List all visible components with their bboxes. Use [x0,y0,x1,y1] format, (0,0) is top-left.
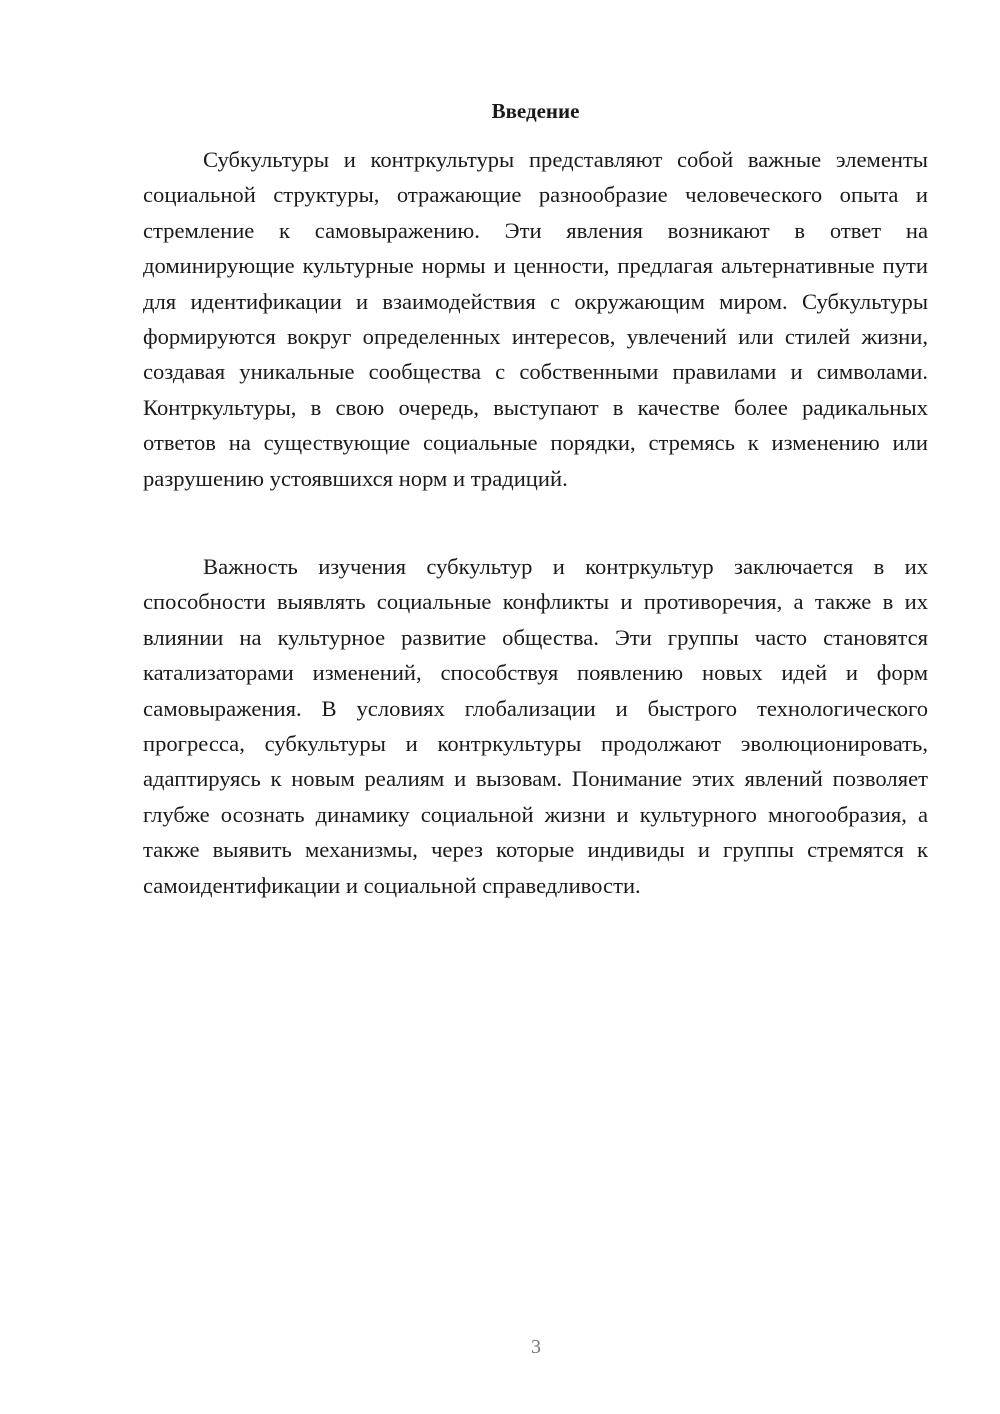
section-heading: Введение [491,99,580,123]
paragraph-1: Субкультуры и контркультуры представляют собой важные элементы социальной структуры, отражающие разнообразие человеческого опыта и стремление к самовыражению. Эти явления возникают в ответ на доминирующие культурные нормы и ценности, предлагая альтернативные пути для идентификации и взаимодействия с окружающим миром. Субкультуры формируются вокруг определенных интересов, увлечений или стилей жизни, создавая уникальные сообщества с собственными правилами и символами. Контркультуры, в свою очередь, выступают в качестве более радикальных ответов на существующие социальные порядки, стремясь к изменению или разрушению устоявшихся норм и традиций. [143,147,928,491]
paragraph-2: Важность изучения субкультур и контркультур заключается в их способности выявлять социальные конфликты и противоречия, а также в их влиянии на культурное развитие общества. Эти группы часто становятся катализаторами изменений, способствуя появлению новых идей и форм самовыражения. В условиях глобализации и быстрого технологического прогресса, субкультуры и контркультуры продолжают эволюционировать, адаптируясь к новым реалиям и вызовам. Понимание этих явлений позволяет глубже осознать динамику социальной жизни и культурного многообразия, а также выявить механизмы, через которые индивиды и группы стремятся к самоидентификации и социальной справедливости. [143,554,928,898]
page-number: 3 [531,1336,541,1358]
